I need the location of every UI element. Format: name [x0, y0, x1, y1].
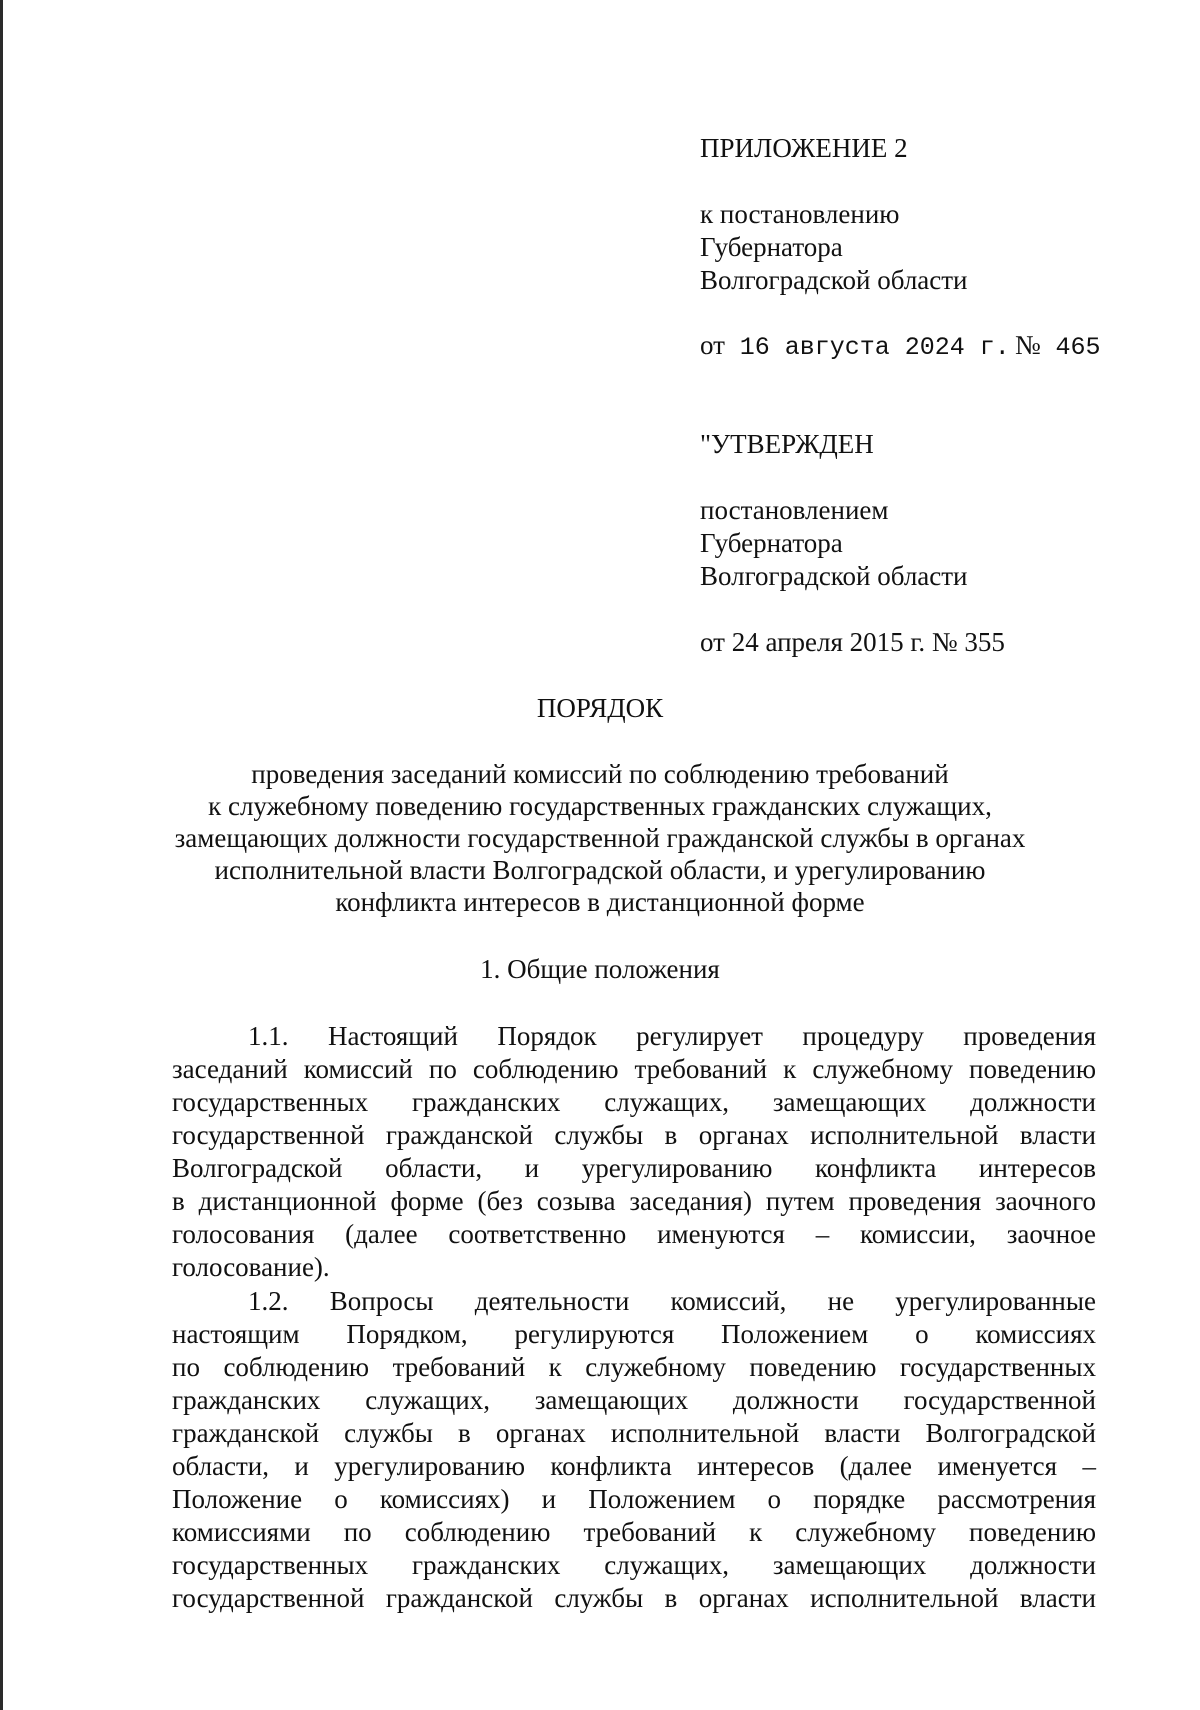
paragraph-1-2-line-8: комиссиями по соблюдению требований к служебному поведению: [172, 1517, 1096, 1547]
subtitle-line-2: к служебному поведению государственных гражданских служащих,: [208, 791, 992, 821]
appendix-date-value: 16 августа 2024 г.: [739, 333, 1010, 362]
approved-line-1: постановлением: [700, 495, 889, 525]
paragraph-1-2-line-7: Положение о комиссиях) и Положением о порядке рассмотрения: [172, 1484, 1096, 1514]
approved-line-2: Губернатора: [700, 528, 843, 558]
section-title: 1. Общие положения: [480, 954, 720, 984]
approved-title: "УТВЕРЖДЕН: [700, 429, 874, 459]
appendix-number-row: [1015, 329, 1101, 364]
paragraph-1-1-line-8: голосование).: [172, 1252, 330, 1282]
approved-date-line: от 24 апреля 2015 г. № 355: [700, 627, 1005, 657]
paragraph-1-1-line-1: 1.1. Настоящий Порядок регулирует процедуру проведения: [248, 1021, 1096, 1051]
document-heading: ПОРЯДОК: [536, 693, 664, 723]
paragraph-1-2-line-1: 1.2. Вопросы деятельности комиссий, не урегулированные: [248, 1286, 1096, 1316]
appendix-number-sign: №: [1015, 330, 1041, 360]
approved-line-3: Волгоградской области: [700, 561, 968, 591]
appendix-to-line-2: Губернатора: [700, 232, 843, 262]
subtitle-line-4: исполнительной власти Волгоградской области, и урегулированию: [214, 855, 986, 885]
paragraph-1-2-line-2: настоящим Порядком, регулируются Положением о комиссиях: [172, 1319, 1096, 1349]
paragraph-1-1-line-4: государственной гражданской службы в органах исполнительной власти: [172, 1120, 1096, 1150]
paragraph-1-2-line-6: области, и урегулированию конфликта интересов (далее именуется –: [172, 1451, 1096, 1481]
appendix-date-row: [700, 329, 1010, 364]
paragraph-1-2-line-3: по соблюдению требований к служебному поведению государственных: [172, 1352, 1096, 1382]
paragraph-1-1-line-2: заседаний комиссий по соблюдению требований к служебному поведению: [172, 1054, 1096, 1084]
appendix-to-line-3: Волгоградской области: [700, 265, 968, 295]
appendix-title: ПРИЛОЖЕНИЕ 2: [700, 133, 908, 163]
paragraph-1-1-line-7: голосования (далее соответственно именуются – комиссии, заочное: [172, 1219, 1096, 1249]
subtitle-line-1: проведения заседаний комиссий по соблюдению требований: [251, 759, 949, 789]
paragraph-1-2-line-5: гражданской службы в органах исполнительной власти Волгоградской: [172, 1418, 1096, 1448]
paragraph-1-2-line-10: государственной гражданской службы в органах исполнительной власти: [172, 1583, 1096, 1613]
paragraph-1-2-line-4: гражданских служащих, замещающих должности государственной: [172, 1385, 1096, 1415]
subtitle-line-5: конфликта интересов в дистанционной форме: [335, 887, 865, 917]
subtitle-line-3: замещающих должности государственной гражданской службы в органах: [174, 823, 1026, 853]
paragraph-1-2-line-9: государственных гражданских служащих, замещающих должности: [172, 1550, 1096, 1580]
paragraph-1-1-line-6: в дистанционной форме (без созыва заседания) путем проведения заочного: [172, 1186, 1096, 1216]
paragraph-1-1-line-3: государственных гражданских служащих, замещающих должности: [172, 1087, 1096, 1117]
appendix-number-value: 465: [1055, 333, 1101, 362]
appendix-to-line-1: к постановлению: [700, 199, 900, 229]
appendix-date-prefix: от: [700, 330, 725, 360]
paragraph-1-1-line-5: Волгоградской области, и урегулированию конфликта интересов: [172, 1153, 1096, 1183]
